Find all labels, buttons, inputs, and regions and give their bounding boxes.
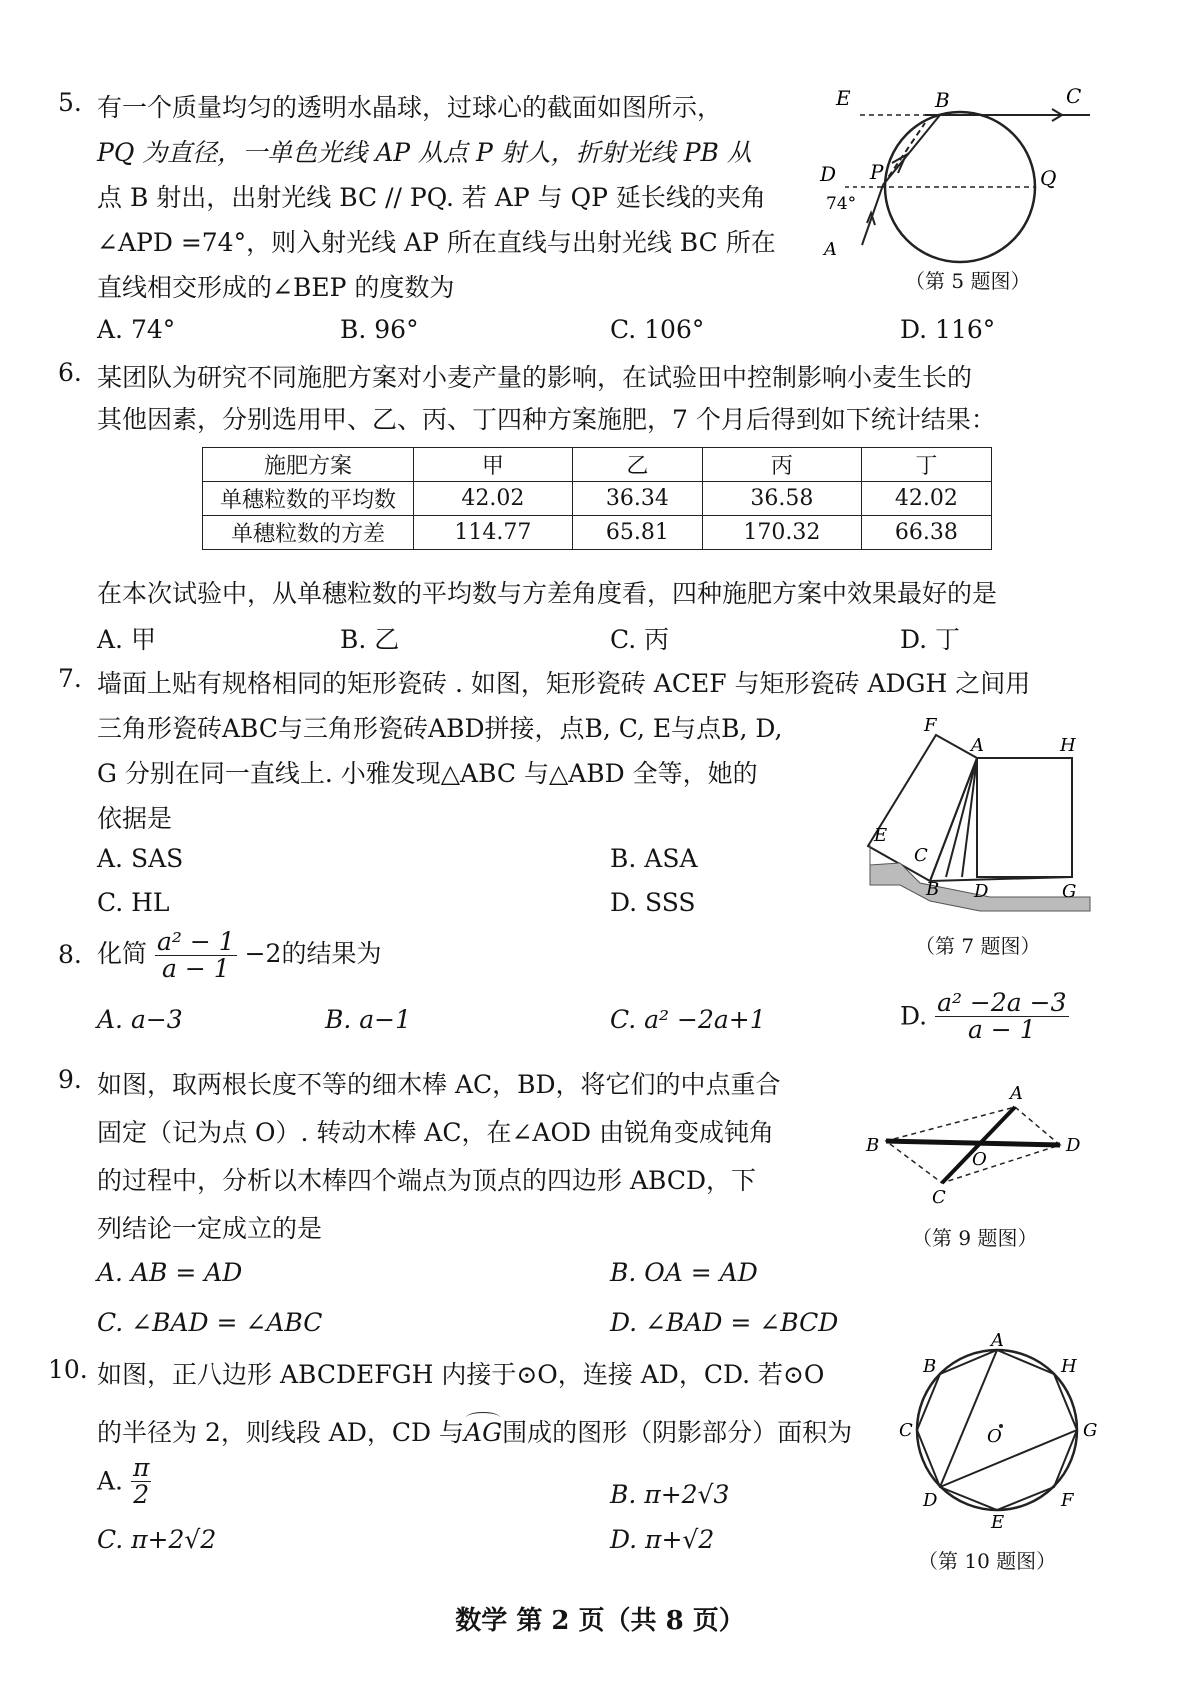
q10-label-e: E (991, 1512, 1005, 1533)
q7-number: 7. (58, 664, 82, 693)
table-cell: 114.77 (414, 516, 573, 550)
table-cell: 单穗粒数的平均数 (203, 482, 414, 516)
table-header-cell: 乙 (572, 448, 702, 482)
q9-line-2: 固定（记为点 O）. 转动木棒 AC，在∠AOD 由锐角变成钝角 (97, 1118, 774, 1147)
q5-label-p: P (870, 160, 884, 184)
q6-option-d: D. 丁 (900, 625, 961, 654)
q10-arc-mark (466, 1412, 500, 1423)
q10-number: 10. (48, 1355, 88, 1384)
q8-option-d (900, 990, 1069, 1043)
table-cell: 36.34 (572, 482, 702, 516)
q5-figure (820, 84, 1100, 265)
q7-rect-adgh (977, 758, 1072, 877)
q10-caption: （第 10 题图） (918, 1549, 1057, 1573)
q8-option-b: B. a−1 (325, 1005, 412, 1034)
q10-arc-text: AG (464, 1418, 503, 1447)
q7-line-2: 三角形瓷砖ABC与三角形瓷砖ABD拼接，点B, C, E与点B, D, (97, 714, 783, 743)
q5-label-b: B (935, 88, 950, 112)
q10-arc-ag (464, 1418, 502, 1447)
q10-option-c: C. π+2√2 (97, 1525, 217, 1554)
q7-edge-bd (946, 758, 977, 877)
table-cell: 65.81 (572, 516, 702, 550)
q5-caption: （第 5 题图） (905, 269, 1031, 293)
table-cell: 42.02 (861, 482, 991, 516)
q9-label-a: A (1010, 1083, 1023, 1104)
q7-option-a: A. SAS (97, 844, 184, 873)
page-footer: 数学 第 2 页（共 8 页） (455, 1606, 745, 1636)
table-row (203, 516, 992, 550)
q6-line-2: 其他因素，分别选用甲、乙、丙、丁四种方案施肥，7 个月后得到如下统计结果： (97, 405, 996, 434)
q8-option-a: A. a−3 (97, 1005, 183, 1034)
q10-option-a-fraction (131, 1455, 151, 1508)
q9-label-b: B (866, 1135, 880, 1156)
q5-option-b: B. 96° (340, 315, 419, 344)
table-header-cell: 甲 (414, 448, 573, 482)
q8-option-d-numerator: a² −2a −3 (937, 988, 1067, 1017)
q5-label-q: Q (1040, 166, 1057, 190)
q10-line-1: 如图，正八边形 ABCDEFGH 内接于⊙O，连接 AD，CD. 若⊙O (97, 1360, 825, 1389)
q10-label-o: O (987, 1426, 1002, 1447)
q6-after-text: 在本次试验中，从单穗粒数的平均数与方差角度看，四种施肥方案中效果最好的是 (97, 579, 998, 608)
q7-option-c: C. HL (97, 888, 170, 917)
q9-option-c: C. ∠BAD = ∠ABC (97, 1308, 323, 1337)
q9-figure (860, 1083, 1090, 1208)
q10-option-a-denominator: 2 (133, 1480, 150, 1509)
q9-label-d: D (1066, 1135, 1081, 1156)
table-header-cell: 丙 (702, 448, 861, 482)
q7-line-1: 墙面上贴有规格相同的矩形瓷砖 . 如图，矩形瓷砖 ACEF 与矩形瓷砖 ADGH 之间用 (97, 669, 1031, 698)
q7-label-f: F (924, 715, 937, 736)
table-cell: 42.02 (414, 482, 573, 516)
q9-option-a: A. AB = AD (97, 1258, 243, 1287)
table-row (203, 448, 992, 482)
q9-number: 9. (58, 1065, 82, 1094)
q7-label-a: A (971, 735, 984, 756)
q8-suffix: −2的结果为 (244, 939, 382, 968)
q10-option-d: D. π+√2 (610, 1525, 715, 1554)
q10-option-a-numerator: π (132, 1453, 150, 1482)
q8-number: 8. (58, 940, 82, 969)
q9-option-d: D. ∠BAD = ∠BCD (610, 1308, 839, 1337)
q6-table (202, 447, 992, 550)
q8-option-d-denominator: a − 1 (967, 1015, 1036, 1044)
q5-line-3: 点 B 射出，出射光线 BC // PQ. 若 AP 与 QP 延长线的夹角 (97, 183, 766, 212)
q8-fraction-numerator: a² − 1 (156, 927, 235, 956)
q6-line-1: 某团队为研究不同施肥方案对小麦产量的影响，在试验田中控制影响小麦生长的 (97, 363, 973, 392)
table-cell: 36.58 (702, 482, 861, 516)
q9-option-b: B. OA = AD (610, 1258, 758, 1287)
q10-line-2b: 围成的图形（阴影部分）面积为 (502, 1418, 853, 1447)
q7-line-3: G 分别在同一直线上. 小雅发现△ABC 与△ABD 全等，她的 (97, 759, 758, 788)
q10-label-c: C (899, 1420, 913, 1441)
q6-option-a: A. 甲 (97, 625, 156, 654)
q9-label-c: C (932, 1187, 946, 1208)
q10-label-f: F (1061, 1490, 1074, 1511)
q5-option-d: D. 116° (900, 315, 996, 344)
q5-ray-pb (883, 115, 940, 185)
q8-expression (97, 928, 381, 982)
table-cell: 66.38 (861, 516, 991, 550)
q5-label-e: E (836, 86, 851, 110)
q7-label-h: H (1060, 735, 1076, 756)
q5-line-4: ∠APD =74°，则入射光线 AP 所在直线与出射光线 BC 所在 (97, 228, 776, 257)
q8-prefix: 化简 (97, 939, 148, 968)
q10-figure (895, 1330, 1105, 1533)
q9-stick-bd (886, 1141, 1060, 1145)
q10-option-a (97, 1455, 151, 1508)
q7-caption: （第 7 题图） (915, 934, 1041, 958)
q9-line-1: 如图，取两根长度不等的细木棒 AC，BD，将它们的中点重合 (97, 1070, 781, 1099)
q10-option-a-label: A. (97, 1466, 124, 1496)
q5-line-2: PQ 为直径，一单色光线 AP 从点 P 射人，折射光线 PB 从 (97, 138, 752, 167)
q7-label-b: B (926, 879, 940, 900)
q5-option-c: C. 106° (610, 315, 705, 344)
q9-line-3: 的过程中，分析以木棒四个端点为顶点的四边形 ABCD，下 (97, 1166, 757, 1195)
table-cell: 单穗粒数的方差 (203, 516, 414, 550)
q7-option-d: D. SSS (610, 888, 696, 917)
q5-label-angle: 74° (826, 194, 857, 214)
q10-label-d: D (923, 1490, 938, 1511)
q7-option-b: B. ASA (610, 844, 698, 873)
q5-number: 5. (58, 88, 82, 117)
q7-figure (860, 715, 1090, 915)
table-header-cell: 施肥方案 (203, 448, 414, 482)
q10-label-h: H (1061, 1356, 1077, 1377)
q10-line-2 (97, 1413, 852, 1449)
q10-label-g: G (1083, 1420, 1098, 1441)
table-cell: 170.32 (702, 516, 861, 550)
q7-label-d: D (974, 881, 989, 902)
table-row (203, 482, 992, 516)
table-header-cell: 丁 (861, 448, 991, 482)
q10-option-b: B. π+2√3 (610, 1480, 730, 1509)
q7-label-g: G (1062, 881, 1077, 902)
q9-line-4: 列结论一定成立的是 (97, 1214, 323, 1243)
q5-label-c: C (1066, 84, 1082, 108)
q6-option-c: C. 丙 (610, 625, 670, 654)
q8-option-c: C. a² −2a+1 (610, 1005, 766, 1034)
q8-fraction-denominator: a − 1 (161, 954, 230, 983)
q5-option-a: A. 74° (97, 315, 176, 344)
q8-option-d-label: D. (900, 1001, 928, 1031)
q10-label-a: A (991, 1330, 1004, 1351)
q5-label-a: A (824, 239, 837, 260)
q8-option-d-fraction (935, 990, 1068, 1043)
q8-fraction (155, 929, 237, 982)
q5-line-1: 有一个质量均匀的透明水晶球，过球心的截面如图所示， (97, 93, 723, 122)
q7-label-c: C (914, 845, 928, 866)
q6-option-b: B. 乙 (340, 625, 400, 654)
q5-line-5: 直线相交形成的∠BEP 的度数为 (97, 273, 455, 302)
q5-label-d: D (820, 162, 837, 186)
q9-caption: （第 9 题图） (912, 1226, 1038, 1250)
q10-label-b: B (923, 1356, 937, 1377)
q6-number: 6. (58, 358, 82, 387)
q9-label-o: O (972, 1149, 987, 1170)
q7-label-e: E (874, 825, 888, 846)
q10-line-2a: 的半径为 2，则线段 AD，CD 与 (97, 1418, 465, 1447)
q7-line-4: 依据是 (97, 804, 173, 833)
